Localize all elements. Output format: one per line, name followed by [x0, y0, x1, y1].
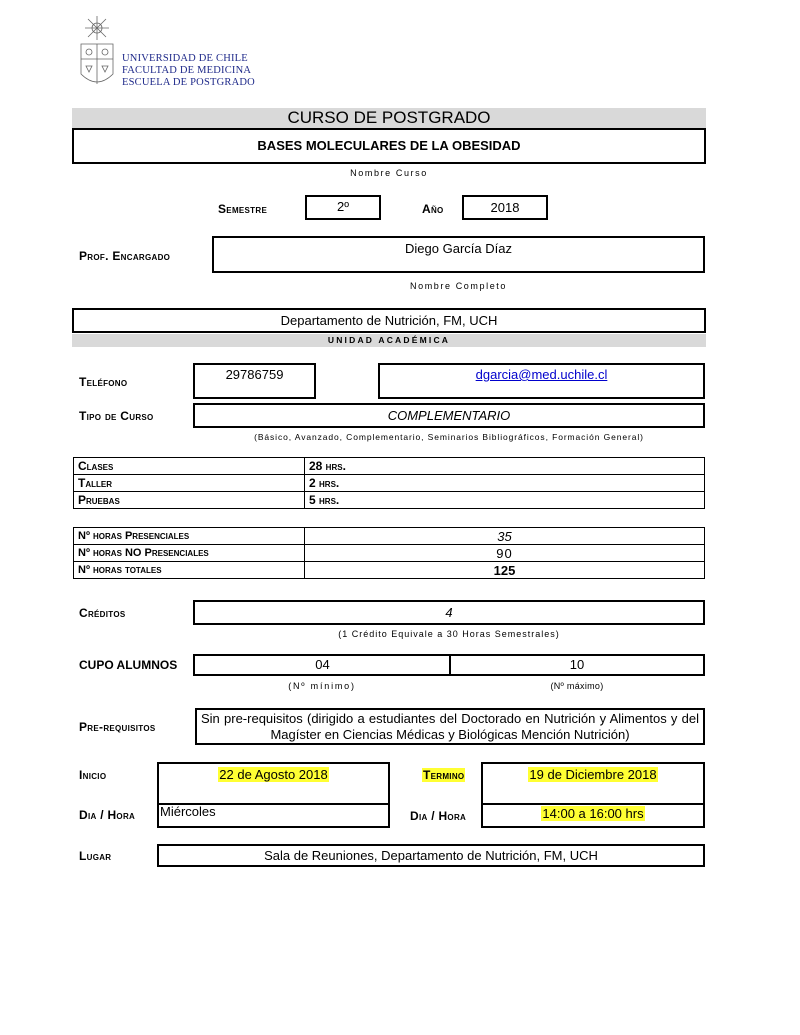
- hours-value-pruebas[interactable]: 5 hrs.: [305, 492, 705, 509]
- table-row: [74, 475, 705, 492]
- phone-field[interactable]: [193, 363, 316, 399]
- credits-caption: (1 Crédito Equivale a 30 Horas Semestrales): [338, 629, 560, 639]
- phone-value: 29786759: [225, 367, 284, 382]
- prereq-field[interactable]: [195, 708, 705, 745]
- professor-field[interactable]: [212, 236, 705, 273]
- faculty-name: FACULTAD DE MEDICINA: [122, 65, 252, 76]
- hours-totals-table: [73, 527, 705, 579]
- course-name-box: [72, 128, 706, 164]
- course-type-value: COMPLEMENTARIO: [387, 408, 511, 423]
- year-value: 2018: [490, 200, 520, 215]
- table-row: [74, 492, 705, 509]
- day-right-field[interactable]: [481, 803, 705, 828]
- semester-value: 2º: [337, 199, 349, 214]
- cupo-min-caption: (Nº mínimo): [288, 681, 356, 691]
- total-label-presenciales-b: Presenciales: [124, 530, 190, 542]
- day-left-label: Dia / Hora: [79, 808, 136, 822]
- start-field[interactable]: [157, 762, 390, 805]
- academic-unit-field[interactable]: [72, 308, 706, 333]
- hours-label-taller: Taller: [74, 475, 305, 492]
- professor-value: Diego García Díaz: [405, 241, 512, 256]
- table-row: [74, 562, 705, 579]
- page-title: [72, 108, 706, 128]
- academic-unit-caption: UNIDAD ACADÉMICA: [327, 335, 451, 345]
- start-value: 22 de Agosto 2018: [219, 767, 328, 782]
- university-crest: [78, 14, 116, 92]
- total-label-presenciales: [74, 528, 305, 545]
- course-type-label: Tipo de Curso: [79, 409, 154, 423]
- page-title-text: CURSO DE POSTGRADO: [287, 108, 491, 127]
- year-label: Año: [422, 202, 444, 216]
- email-link[interactable]: dgarcia@med.uchile.cl: [475, 367, 608, 382]
- course-name-caption: Nombre Curso: [350, 168, 428, 178]
- credits-field[interactable]: [193, 600, 705, 625]
- total-value-no-presenciales[interactable]: 90: [305, 545, 705, 562]
- phone-label: Teléfono: [79, 375, 128, 389]
- cupo-max-field[interactable]: [449, 654, 705, 676]
- cupo-label: CUPO ALUMNOS: [79, 658, 178, 672]
- total-label-totales-b: totales: [124, 564, 162, 576]
- academic-unit-caption-band: [72, 334, 706, 347]
- total-label-no-presenciales-a: Nº horas: [78, 547, 125, 559]
- day-right-label: Dia / Hora: [410, 809, 467, 823]
- table-row: [74, 528, 705, 545]
- hours-breakdown-table: [73, 457, 705, 509]
- day-left-value: Miércoles: [160, 804, 216, 819]
- place-field[interactable]: [157, 844, 705, 867]
- semester-field[interactable]: [305, 195, 381, 220]
- professor-label: Prof. Encargado: [79, 249, 171, 263]
- course-name: BASES MOLECULARES DE LA OBESIDAD: [257, 138, 521, 153]
- place-value: Sala de Reuniones, Departamento de Nutrición, FM, UCH: [264, 848, 598, 863]
- crest-icon: [78, 14, 116, 92]
- table-row: [74, 545, 705, 562]
- prereq-label: Pre-requisitos: [79, 720, 156, 734]
- day-left-field[interactable]: [157, 803, 390, 828]
- school-name: ESCUELA DE POSTGRADO: [122, 77, 255, 88]
- hours-value-taller[interactable]: 2 hrs.: [305, 475, 705, 492]
- course-type-caption: (Básico, Avanzado, Complementario, Seminarios Bibliográficos, Formación General): [254, 432, 644, 442]
- total-label-no-presenciales: [74, 545, 305, 562]
- end-value: 19 de Diciembre 2018: [529, 767, 657, 782]
- professor-caption: Nombre Completo: [409, 281, 508, 291]
- credits-value: 4: [445, 605, 453, 620]
- academic-unit-value: Departamento de Nutrición, FM, UCH: [280, 313, 498, 328]
- course-type-field[interactable]: [193, 403, 705, 428]
- total-label-totales: [74, 562, 305, 579]
- total-label-presenciales-a: Nº horas: [78, 530, 125, 542]
- university-name: UNIVERSIDAD DE CHILE: [122, 53, 248, 64]
- hours-value-clases[interactable]: 28 hrs.: [305, 458, 705, 475]
- start-label: Inicio: [79, 768, 107, 782]
- total-value-totales[interactable]: 125: [305, 562, 705, 579]
- day-right-value: 14:00 a 16:00 hrs: [542, 806, 644, 821]
- cupo-min-field[interactable]: [193, 654, 451, 676]
- place-label: Lugar: [79, 849, 112, 863]
- cupo-max-caption: (Nº máximo): [550, 681, 604, 691]
- credits-label: Créditos: [79, 606, 126, 620]
- end-field[interactable]: [481, 762, 705, 805]
- email-field[interactable]: [378, 363, 705, 399]
- cupo-max-value: 10: [569, 657, 585, 672]
- total-label-no-presenciales-b: NO Presenciales: [124, 547, 209, 559]
- hours-label-clases: Clases: [74, 458, 305, 475]
- total-label-totales-a: Nº horas: [78, 564, 125, 576]
- prereq-value: Sin pre-requisitos (dirigido a estudiantes del Doctorado en Nutrición y Alimentos y del Magíster en Ciencias Médicas y Biológicas Mención Nutrición): [201, 711, 699, 742]
- table-row: [74, 458, 705, 475]
- year-field[interactable]: [462, 195, 548, 220]
- hours-label-pruebas: Pruebas: [74, 492, 305, 509]
- semester-label: Semestre: [218, 202, 268, 216]
- total-value-presenciales[interactable]: 35: [305, 528, 705, 545]
- end-label: Termino: [423, 768, 465, 782]
- cupo-min-value: 04: [315, 657, 330, 672]
